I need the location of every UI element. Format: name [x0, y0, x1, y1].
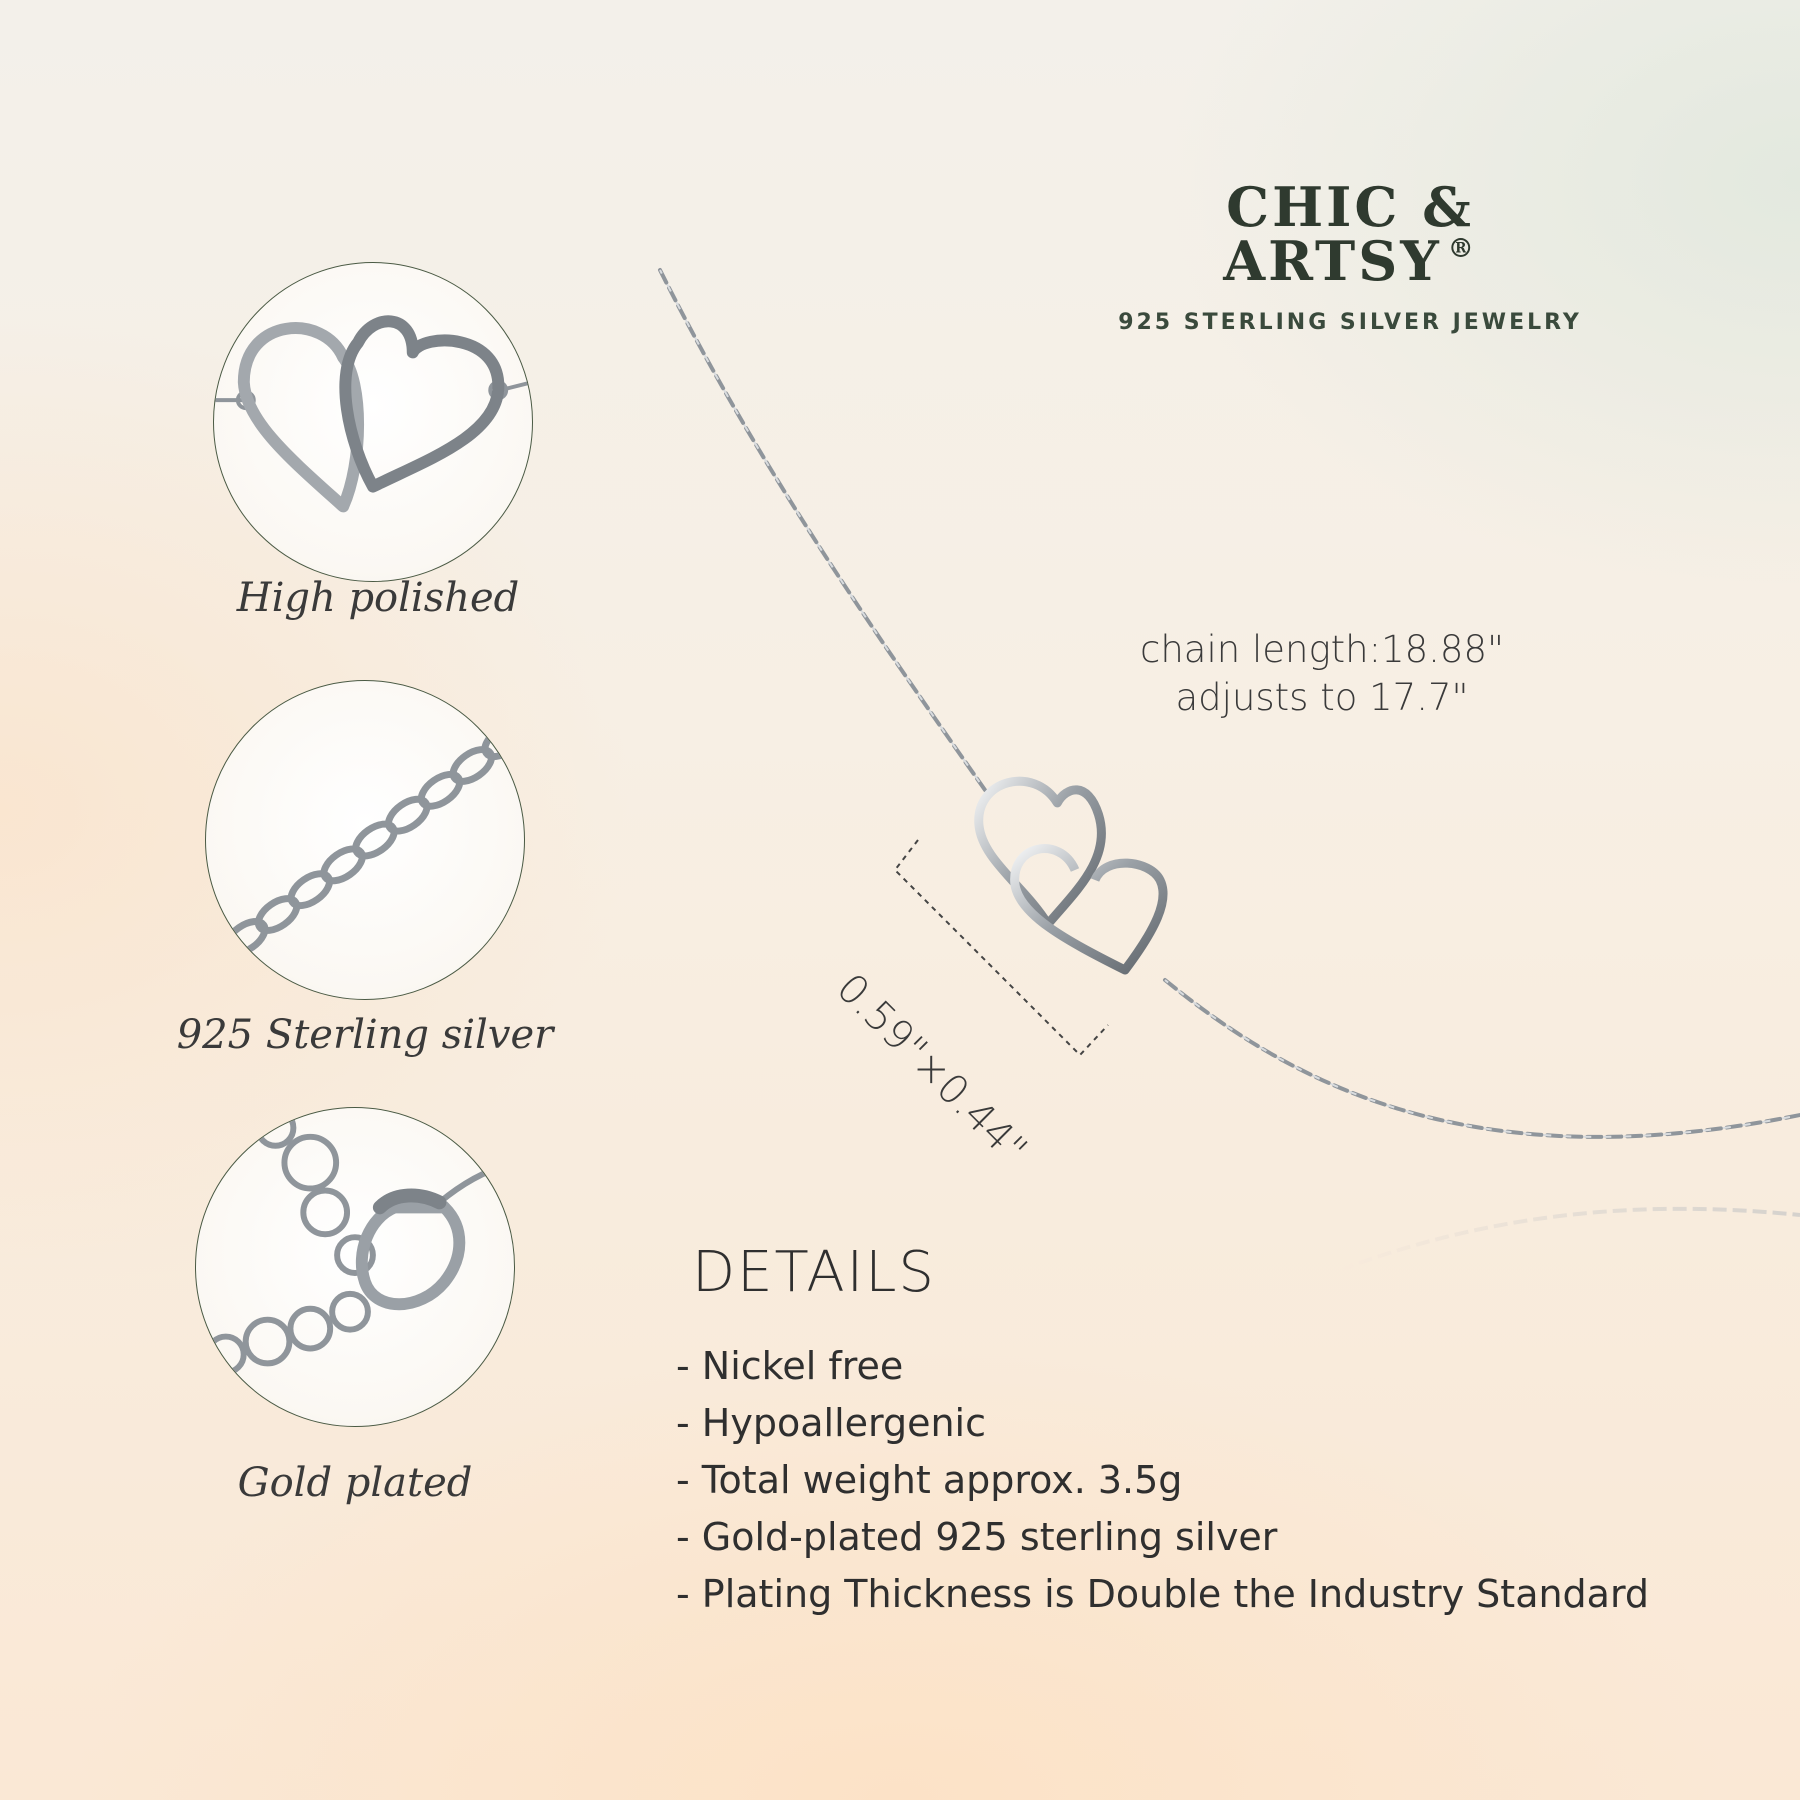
feature-caption-high-polished: High polished — [236, 575, 520, 621]
details-list — [676, 1338, 1649, 1623]
chain-lower — [1165, 980, 1800, 1137]
chain-dimensions — [1140, 626, 1504, 722]
pendant-size-label: 0.59"×0.44" — [827, 965, 1036, 1174]
chain-length-text: chain length:18.88" — [1140, 628, 1505, 671]
details-item: - Total weight approx. 3.5g — [676, 1458, 1183, 1502]
details-title: DETAILS — [692, 1240, 936, 1305]
chain-reflection — [1340, 1209, 1800, 1270]
brand-tagline: 925 STERLING SILVER JEWELRY — [1118, 310, 1582, 335]
pendant-double-heart — [975, 774, 1163, 970]
details-item: - Plating Thickness is Double the Industry Standard — [676, 1572, 1650, 1616]
details-item: - Hypoallergenic — [676, 1401, 986, 1445]
lobster-clasp-closeup-icon — [196, 1108, 514, 1426]
details-item: - Gold-plated 925 sterling silver — [676, 1515, 1278, 1559]
registered-mark: ® — [1447, 234, 1477, 264]
chain-upper — [660, 270, 985, 790]
chain-adjust-text: adjusts to 17.7" — [1175, 676, 1469, 719]
feature-image-sterling-silver — [205, 680, 525, 1000]
feature-caption-gold-plated: Gold plated — [237, 1460, 473, 1506]
chain-links-closeup-icon — [206, 681, 524, 999]
feature-caption-sterling-silver: 925 Sterling silver — [176, 1012, 554, 1058]
feature-image-high-polished — [213, 262, 533, 582]
feature-image-gold-plated — [195, 1107, 515, 1427]
double-heart-closeup-icon — [214, 263, 532, 581]
brand-name: CHIC & ARTSY ® — [1223, 175, 1477, 293]
brand-block — [1090, 175, 1610, 335]
details-item: - Nickel free — [676, 1344, 904, 1388]
